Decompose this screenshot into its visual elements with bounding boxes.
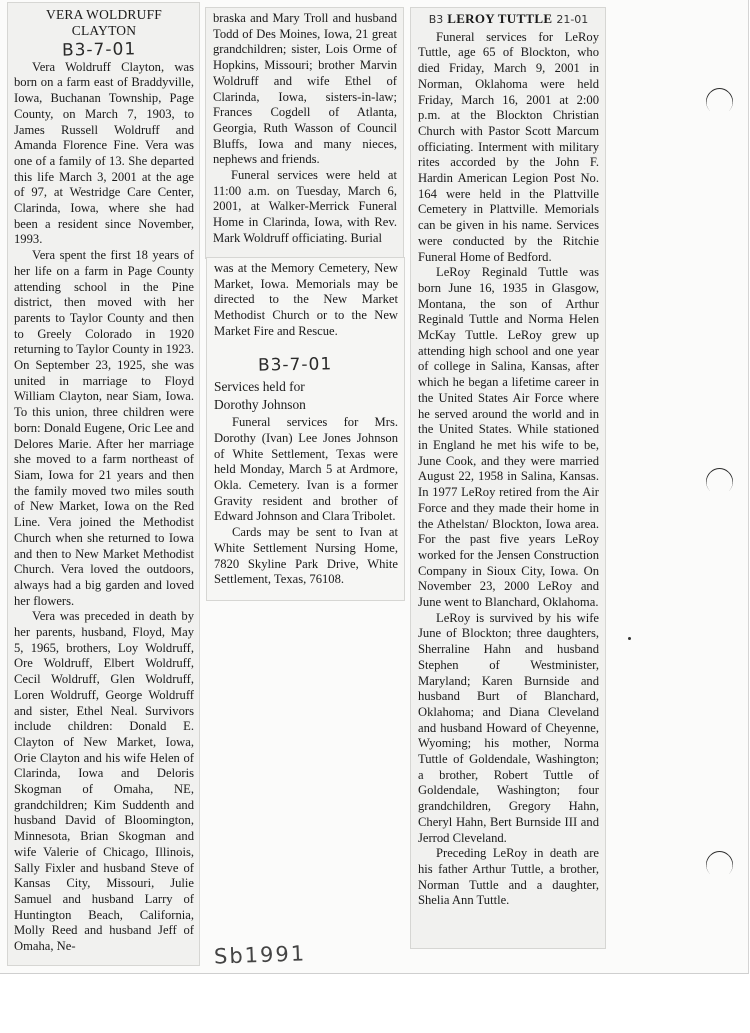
- obituary-clipping-vera-clayton: [8, 3, 199, 965]
- obituary-headline-dorothy-line2: Dorothy Johnson: [214, 397, 306, 413]
- handwritten-date-dorothy: B3-7-01: [257, 353, 333, 376]
- obituary-paragraph: was at the Memory Cemetery, New Market, Iowa. Memorials may be directed to the New Market Methodist Church or to the New Market Fire and Rescue.: [214, 261, 398, 338]
- handwritten-catalog-number: Sb1991: [213, 941, 307, 969]
- obituary-paragraph: LeRoy is survived by his wife June of Blockton; three daughters, Sherraline Hahn and husband Stephen of Westminister, Maryland; Karen Burnside and husband Burt of Blanchard, Oklahoma; and Diana Cleveland and husband Howard of Cheyenne, Wyoming; his mother, Norma Tuttle of Goldendale, Washington; a brother, Robert Tuttle of Goldendale, Washington; four grandchildren, Gregory Hahn, Cheryl Hahn, Bert Burnside III and Jerrod Cleveland.: [418, 610, 599, 845]
- obituary-headline-dorothy-line1: Services held for: [214, 379, 305, 395]
- obituary-paragraph: Funeral services for LeRoy Tuttle, age 65 of Blockton, who died Friday, March 9, 2001 in Norman, Oklahoma were held Friday, March 16, 2001 at 2:00 p.m. at the Blockton Christian Church with Pastor Scott Marcum officiating. Interment with military rites accorded by the John F. Hardin American Legion Post No. 164 were held in the Plattville Cemetery in Plattville. Memorials can be given in his name. Services were conducted by the Ritchie Funeral Home of Bedford.: [418, 29, 599, 264]
- obituary-clipping-vera-continued: [206, 8, 403, 258]
- punch-hole-mark: [700, 82, 738, 120]
- obituary-headline-leroy: [418, 11, 599, 28]
- obituary-paragraph: Funeral services were held at 11:00 a.m. on Tuesday, March 6, 2001, at Walker-Merrick Funeral Home in Clarinda, Iowa, with Rev. Mark Woldruff officiating. Burial: [213, 168, 397, 245]
- punch-hole-mark: [700, 462, 738, 500]
- obituary-headline-leroy-title: LEROY TUTTLE: [447, 11, 553, 26]
- obituary-paragraph: Funeral services for Mrs. Dorothy (Ivan) Lee Jones Johnson of White Settlement, Texas were held Monday, March 5 at Ardmore, Okla. Cemetery. Ivan is a former Gravity resident and brother of Edward Johnson and Clara Tribolet.: [214, 415, 398, 524]
- obituary-paragraph: Preceding LeRoy in death are his father Arthur Tuttle, a brother, Norman Tuttle and a daughter, Shelia Ann Tuttle.: [418, 846, 599, 908]
- obituary-headline-vera-line2: CLAYTON: [71, 23, 137, 38]
- obituary-paragraph: Cards may be sent to Ivan at White Settlement Nursing Home, 7820 Skyline Park Drive, White Settlement, Texas, 76108.: [214, 525, 398, 587]
- obituary-clipping-dorothy-johnson: [207, 258, 404, 600]
- handwritten-date-leroy: 21-01: [556, 13, 589, 26]
- page-margin-bottom: [0, 974, 750, 1033]
- handwritten-date-vera: B3-7-01: [61, 39, 137, 61]
- obituary-paragraph: Vera was preceded in death by her parents, husband, Floyd, May 5, 1965, brothers, Loy Woldruff, Ore Woldruff, Elbert Woldruff, Cecil Woldruff, Glen Woldruff, Loren Woldruff, George Woldruff and sister, Ethel Neal. Survivors include children: Donald E. Clayton of New Market, Iowa, Orie Clayton and his wife Helen of Clarinda, Iowa and Deloris Skogman of Omaha, NE, grandchildren; Kim Suddenth and husband David of Bloomington, Minnesota, Brian Skogman and wife Valerie of Chicago, Illinois, Sally Fixler and husband Steve of Kansas City, Missouri, Julie Samuel and husband Larry of Huntington Beach, California, Molly Reed and husband Jeff of Omaha, Ne-: [14, 609, 194, 954]
- obituary-paragraph: Vera Woldruff Clayton, was born on a farm east of Braddyville, Iowa, Buchanan Township, Page County, on March 7, 1903, to James Russell Woldruff and Amanda Florence Fine. Vera was one of a family of 13. She departed this life March 3, 2001 at the age of 97, at Westridge Care Center, Clarinda, Iowa, where she had been a resident since November, 1993.: [14, 59, 194, 247]
- obituary-paragraph: LeRoy Reginald Tuttle was born June 16, 1935 in Glasgow, Montana, the son of Arthur Reginald Tuttle and Norma Helen McKay Tuttle. LeRoy grew up attending high school and one year of college in Salina, Kansas, after which he began a lifetime career in the United States Air Force where he served around the world and in the United States. While stationed in England he met his wife to be, June Cook, and they were married August 22, 1958 in Salina, Kansas. In 1977 LeRoy retired from the Air Force and they made their home in the Athelstan/ Blockton, Iowa area. For the past five years LeRoy worked for the Jensen Construction Company in Sioux City, Iowa. On November 23, 2000 LeRoy and June went to Blanchard, Oklahoma.: [418, 265, 599, 610]
- obituary-paragraph: Vera spent the first 18 years of her life on a farm in Page County attending school in the Pine district, then moved with her parents to Taylor County and then to Greely Colorado in 1920 returning to Taylor County in 1923. On September 23, 1925, she was united in marriage to Floyd William Clayton, near Siam, Iowa. To this union, three children were born: Donald Eugene, Oric Lee and Delores Marie. After her marriage she moved to a farm northeast of Siam, Iowa for 21 years and then the family moved two miles south of New Market, Iowa on the Red Line. Vera joined the Methodist Church when she returned to Iowa and then to New Market Methodist Church. Vera loved the outdoors, always had a big garden and loved her flowers.: [14, 248, 194, 608]
- punch-hole-mark: [700, 845, 738, 883]
- obituary-paragraph: braska and Mary Troll and husband Todd of Des Moines, Iowa, 21 great grandchildren; sister, Lois Orme of Hopkins, Missouri; brother Marvin Woldruff and wife Ethel of Clarinda, Iowa, sisters-in-law; Frances Cogdell of Atlanta, Georgia, Ruth Wasson of Council Bluffs, Iowa and many nieces, nephews and friends.: [213, 11, 397, 167]
- scan-speck: [628, 637, 631, 640]
- handwritten-prefix-leroy: B3: [428, 13, 444, 26]
- obituary-headline-vera-line1: VERA WOLDRUFF: [46, 7, 162, 22]
- obituary-clipping-leroy-tuttle: [411, 8, 605, 948]
